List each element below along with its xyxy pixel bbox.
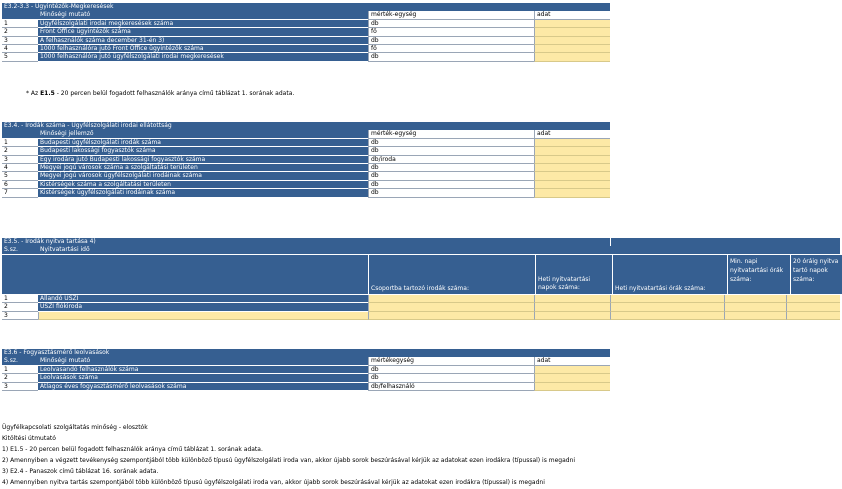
col-header-mutato: Minőségi mutató [38, 357, 368, 365]
row-number: 5 [2, 53, 38, 61]
row-unit: db [368, 164, 534, 172]
table-title: E3.2-3.3 - Ügyintézők-Megkeresések [4, 3, 114, 10]
row-label-input[interactable] [38, 312, 368, 320]
note-mid: - 20 percen belül fogadott felhasználók aránya című táblázat [54, 90, 242, 97]
table-row [2, 295, 842, 303]
row-number: 2 [2, 374, 38, 382]
col-header-min-l3: száma: [730, 275, 752, 283]
col-header-adat: adat [534, 11, 610, 19]
csoport-input-cell[interactable] [368, 295, 534, 303]
table-e35 [2, 238, 842, 320]
col-header-ssz: S.sz. [2, 246, 38, 254]
adat-input-cell[interactable] [534, 383, 610, 391]
col-header-orak-text: Heti nyitvatartási órák száma: [615, 284, 706, 292]
col-header-orak [612, 255, 727, 295]
row-number: 3 [2, 37, 38, 45]
row-unit: db/iroda [368, 156, 534, 164]
row-unit: db [368, 189, 534, 197]
row-label: ÜSZI fiókiroda [38, 303, 368, 311]
adat-input-cell[interactable] [534, 37, 610, 45]
ssz-cell [2, 130, 38, 138]
adat-input-cell[interactable] [534, 139, 610, 147]
row-number: 4 [2, 45, 38, 53]
adat-input-cell[interactable] [534, 28, 610, 36]
col-header-napok-l2: napok száma: [538, 283, 580, 291]
table-row [2, 366, 610, 374]
note-row: 1. sorának adata. [241, 90, 295, 97]
row-label: Leolvasások száma [38, 374, 368, 382]
footer-note-2: 2) Amennyiben a végzett tevékenység szempontjából több különböző típusú ügyfélszolgálati iroda van, akkor újabb sorok beszúrásával kérjük az adatokat ezen irodákra (típussal) is megadni [2, 457, 576, 464]
row-unit: db [368, 374, 534, 382]
row-number: 2 [2, 303, 38, 311]
col-header-mutato: Minőségi mutató [38, 11, 368, 19]
row-number: 1 [2, 20, 38, 28]
col-header-min-l2: nyitvatartási órák [730, 266, 784, 274]
row-number: 4 [2, 164, 38, 172]
orak-input-cell[interactable] [610, 312, 724, 320]
table-row [2, 312, 842, 320]
min-input-cell[interactable] [724, 295, 786, 303]
table-row [2, 53, 610, 61]
col-header-mutato: Minőségi jellemző [38, 130, 368, 138]
20ora-input-cell[interactable] [786, 312, 840, 320]
table-header-row [2, 11, 610, 19]
adat-input-cell[interactable] [534, 189, 610, 197]
row-label: Átlagos éves fogyasztásmérő leolvasások száma [38, 383, 368, 391]
adat-input-cell[interactable] [534, 156, 610, 164]
col-header-20ora [790, 255, 842, 295]
col-header-ido: Nyitvatartási idő [38, 246, 840, 254]
table-header-row [2, 130, 610, 138]
col-header-unit: mérték-egység [368, 130, 534, 138]
col-header-napok-l1: Heti nyitvatartási [538, 275, 591, 283]
row-unit: db [368, 181, 534, 189]
row-label: Kistérségek ügyfélszolgálati irodáinak száma [38, 189, 368, 197]
row-number: 3 [2, 312, 38, 320]
footer-note-1: 1) E1.5 - 20 percen belül fogadott felhasználók aránya című táblázat 1. sorának adata. [2, 446, 263, 453]
row-number: 1 [2, 295, 38, 303]
col-header-csoport [368, 255, 535, 295]
napok-input-cell[interactable] [534, 312, 610, 320]
row-unit: db [368, 139, 534, 147]
footer-guide-title: Kitöltési útmutató [2, 435, 56, 442]
adat-input-cell[interactable] [534, 366, 610, 374]
table-row [2, 383, 610, 391]
footer-title: Ügyfélkapcsolati szolgáltatás minőség - elosztók [2, 424, 148, 431]
ssz-cell [2, 11, 38, 19]
row-label: Kistérségek száma a szolgáltatási területen [38, 181, 368, 189]
table-row [2, 28, 610, 36]
table-title-row [2, 349, 610, 357]
table-row [2, 147, 610, 155]
row-unit: db/felhasználó [368, 383, 534, 391]
row-unit: db [368, 37, 534, 45]
row-number: 3 [2, 156, 38, 164]
table-row [2, 20, 610, 28]
table-title: E3.4. - Irodák száma - Ügyfélszolgálati irodai ellátottság [4, 122, 172, 129]
row-number: 1 [2, 366, 38, 374]
adat-input-cell[interactable] [534, 53, 610, 61]
table-row [2, 181, 610, 189]
col-header-csoport-text: Csoportba tartozó irodák száma: [371, 284, 469, 292]
row-label: Megyei jogú városok száma a szolgáltatási területen [38, 164, 368, 172]
csoport-input-cell[interactable] [368, 312, 534, 320]
table-header-row-1 [2, 246, 842, 254]
table-row [2, 164, 610, 172]
adat-input-cell[interactable] [534, 181, 610, 189]
row-number: 7 [2, 189, 38, 197]
table-title: E3.5. - Irodák nyitva tartása 4) [4, 238, 96, 245]
table-row [2, 45, 610, 53]
table-row [2, 37, 610, 45]
row-label: Ügyfélszolgálati irodai megkeresések száma [38, 20, 368, 28]
table-e36 [2, 349, 610, 391]
row-unit: fő [368, 45, 534, 53]
footer-note-3: 3) E2.4 - Panaszok című táblázat 16. sorának adata. [2, 468, 159, 475]
note-prefix: * Az [26, 90, 41, 97]
col-header-ssz: S.sz. [2, 357, 38, 365]
20ora-input-cell[interactable] [786, 295, 840, 303]
row-label: Leolvasandó felhasználók száma [38, 366, 368, 374]
table-title-row [2, 3, 610, 11]
col-header-unit: mértékegység [368, 357, 534, 365]
table-e34 [2, 122, 610, 198]
col-header-napok [535, 255, 612, 295]
table-header-row-2 [2, 255, 842, 295]
table-title-row [2, 122, 610, 130]
row-number: 3 [2, 383, 38, 391]
row-label: Megyei jogú városok ügyfélszolgálati irodáinak száma [38, 172, 368, 180]
col-header-20ora-l3: száma: [793, 275, 815, 283]
table-e32-33 [2, 3, 610, 62]
row-unit: db [368, 53, 534, 61]
min-input-cell[interactable] [724, 303, 786, 311]
row-label: A felhasználók száma december 31-én 3) [38, 37, 368, 45]
table-note [26, 90, 294, 97]
row-label: Budapesti ügyfélszolgálati irodák száma [38, 139, 368, 147]
row-number: 1 [2, 139, 38, 147]
row-number: 2 [2, 147, 38, 155]
csoport-input-cell[interactable] [368, 303, 534, 311]
title-filler [610, 238, 840, 246]
adat-input-cell[interactable] [534, 20, 610, 28]
row-number: 6 [2, 181, 38, 189]
napok-input-cell[interactable] [534, 303, 610, 311]
adat-input-cell[interactable] [534, 45, 610, 53]
col-header-min-l1: Min. napi [730, 257, 758, 265]
hdr-blank-ssz [2, 255, 38, 295]
footer-note-4: 4) Amennyiben nyitva tartás szempontjából több különböző típusú ügyfélszolgálati iroda van, akkor újabb sorok beszúrásával kérjük az adatokat ezen irodákra (típussal) is megadni [2, 479, 545, 486]
row-label: Budapesti lakossági fogyasztók száma [38, 147, 368, 155]
table-row [2, 139, 610, 147]
col-header-unit: mérték-egység [368, 11, 534, 19]
hdr-blank-ido [38, 255, 368, 295]
col-header-20ora-l2: tartó napok [793, 266, 828, 274]
col-header-20ora-l1: 20 óráig nyitva [793, 257, 839, 265]
adat-input-cell[interactable] [534, 164, 610, 172]
table-title-row [2, 238, 840, 246]
note-ref: E1.5 [40, 90, 55, 97]
napok-input-cell[interactable] [534, 295, 610, 303]
orak-input-cell[interactable] [610, 295, 724, 303]
min-input-cell[interactable] [724, 312, 786, 320]
table-row [2, 374, 610, 382]
row-label: Állandó ÜSZI [38, 295, 368, 303]
orak-input-cell[interactable] [610, 303, 724, 311]
adat-input-cell[interactable] [534, 172, 610, 180]
table-row [2, 172, 610, 180]
row-number: 2 [2, 28, 38, 36]
table-row [2, 189, 610, 197]
row-label: Egy irodára jutó Budapesti lakossági fogyasztók száma [38, 156, 368, 164]
col-header-min [727, 255, 790, 295]
20ora-input-cell[interactable] [786, 303, 840, 311]
col-header-adat: adat [534, 130, 610, 138]
row-label: 1000 felhasználóra jutó Front Office ügyintézők száma [38, 45, 368, 53]
table-header-row [2, 357, 610, 365]
row-label: 1000 felhasználóra jutó ügyfélszolgálati irodai megkeresések [38, 53, 368, 61]
table-row [2, 156, 610, 164]
table-title: E3.6 - Fogyasztásmérő leolvasások [4, 349, 110, 356]
row-unit: db [368, 20, 534, 28]
table-row [2, 303, 842, 311]
row-unit: db [368, 172, 534, 180]
row-unit: fő [368, 28, 534, 36]
row-label: Front Office ügyintézők száma [38, 28, 368, 36]
adat-input-cell[interactable] [534, 374, 610, 382]
adat-input-cell[interactable] [534, 147, 610, 155]
row-unit: db [368, 147, 534, 155]
row-unit: db [368, 366, 534, 374]
row-number: 5 [2, 172, 38, 180]
col-header-adat: adat [534, 357, 610, 365]
